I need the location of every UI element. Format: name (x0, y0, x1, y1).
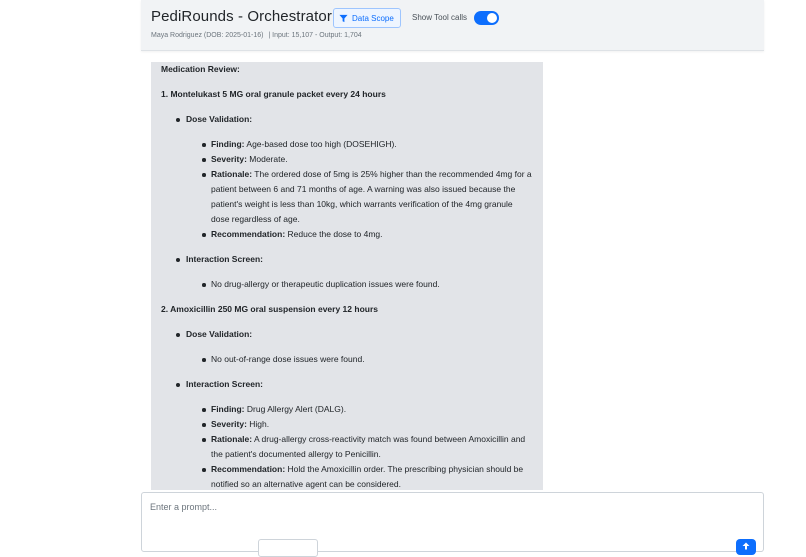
section-heading: Dose Validation: (186, 114, 253, 124)
medication-title: 2. Amoxicillin 250 MG oral suspension every 12 hours (161, 304, 378, 314)
field-value: Moderate. (246, 154, 288, 164)
list-item (211, 227, 533, 242)
show-tool-calls-toggle[interactable] (474, 11, 499, 25)
field-value: Drug Allergy Alert (DALG). (244, 404, 347, 414)
field-label: Finding: (211, 404, 245, 414)
list-item (211, 432, 533, 462)
medication-sections (161, 327, 533, 490)
data-scope-button[interactable] (333, 8, 401, 28)
field-value: The ordered dose of 5mg is 25% higher than the recommended 4mg for a patient between 6 and 71 months of age. A warning was also issued because the patient's weight is less than 10kg, which warrants verification of the 4mg granule dose regardless of age. (211, 169, 532, 224)
list-item (186, 377, 533, 490)
field-value: High. (246, 419, 270, 429)
token-usage: | Input: 15,107 - Output: 1,704 (268, 32, 362, 39)
list-item (211, 402, 533, 417)
field-label: Recommendation: (211, 464, 286, 474)
page-title: PediRounds - Orchestrator (151, 8, 332, 25)
finding-list (186, 277, 533, 292)
prompt-box (141, 492, 764, 552)
patient-meta (151, 32, 362, 39)
option-select[interactable] (258, 539, 318, 557)
field-label: Rationale: (211, 169, 253, 179)
arrow-up-icon (742, 542, 750, 550)
app-header (141, 0, 764, 51)
patient-info: Maya Rodriguez (DOB: 2025-01-16) (151, 32, 264, 39)
show-tool-calls-label: Show Tool calls (412, 13, 467, 22)
list-item: No drug-allergy or therapeutic duplication issues were found. (211, 277, 533, 292)
list-item: No out-of-range dose issues were found. (211, 352, 533, 367)
field-value: A drug-allergy cross-reactivity match was found between Amoxicillin and the patient's documented allergy to Penicillin. (211, 434, 526, 459)
assistant-response (151, 62, 543, 490)
medication-title: 1. Montelukast 5 MG oral granule packet every 24 hours (161, 89, 386, 99)
field-label: Finding: (211, 139, 245, 149)
field-value: Age-based dose too high (DOSEHIGH). (244, 139, 397, 149)
list-item (211, 137, 533, 152)
section-heading: Interaction Screen: (186, 379, 263, 389)
finding-list (186, 137, 533, 242)
list-item (186, 252, 533, 292)
medication-review-heading: Medication Review: (161, 64, 240, 74)
section-heading: Interaction Screen: (186, 254, 263, 264)
filter-icon (339, 14, 348, 23)
list-item (211, 462, 533, 490)
toggle-knob (487, 13, 497, 23)
finding-list (186, 402, 533, 490)
list-item (211, 167, 533, 227)
data-scope-label: Data Scope (352, 13, 394, 23)
list-item (211, 417, 533, 432)
field-value: Reduce the dose to 4mg. (285, 229, 383, 239)
section-heading: Dose Validation: (186, 329, 253, 339)
field-label: Severity: (211, 419, 247, 429)
send-button[interactable] (736, 539, 756, 555)
prompt-input[interactable] (150, 502, 730, 512)
field-label: Rationale: (211, 434, 253, 444)
list-item (186, 327, 533, 367)
finding-list (186, 352, 533, 367)
medication-sections (161, 112, 533, 292)
list-item (186, 112, 533, 242)
field-label: Severity: (211, 154, 247, 164)
field-value: Hold the Amoxicillin order. The prescribing physician should be notified so an alternative agent can be considered. (211, 464, 524, 489)
field-label: Recommendation: (211, 229, 286, 239)
list-item (211, 152, 533, 167)
